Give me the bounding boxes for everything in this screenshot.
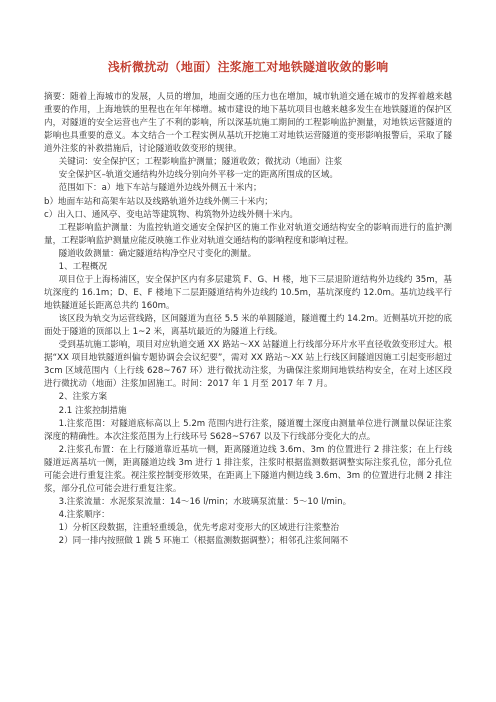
definition-monitoring: 工程影响监护测量：为监控轨道交通安全保护区的施工作业对轨道交通结构安全的影响而进行的监护测量，工程影响监护测量应能反映施工作业对轨道交通结构的影响程度和影响过程。 — [44, 222, 452, 246]
section-heading-plan: 2、注浆方案 — [58, 392, 108, 403]
scope-intro: 范围如下：a）地下车站与隧道外边线外侧五十米内； — [58, 183, 262, 194]
scope-item-c: c）出入口、通风亭、变电站等建筑物、构筑物外边线外侧十米内。 — [44, 209, 298, 220]
grouting-holes: 2.注浆孔布置：在上行隧道靠近基坑一侧，距离隧道边线 3.6m、3m 的位置进行 2 排注浆；在上行线隧道远离基坑一侧，距离隧道边线 3m 进行 1 排注浆，注浆时根据监测数据调整实际注浆孔位，部分孔位可能会进行重复注浆。视注浆控制变形效果，在距离上下隧道内侧边线 3.6m、3m 的位置进行北侧 2 排注浆，部分孔位可能会进行重复注浆。 — [44, 444, 452, 494]
section-heading-overview: 1、工程概况 — [58, 261, 108, 272]
definition-safety-zone: 安全保护区–轨道交通结构外边线分别向外平移一定的距离所围成的区域。 — [58, 170, 338, 181]
grouting-order-item-2: 2）同一排内按照做 1 跳 5 环施工（根据监测数据调整）；相邻孔注浆间隔不 — [58, 536, 349, 547]
grouting-range: 1.注浆范围：对隧道底标高以上 5.2m 范围内进行注浆，隧道覆土深度由测量单位进行测量以保证注浆深度的精确性。本次注浆范围为上行线环号 S628~S767 以及下行线部分变化大的点。 — [44, 418, 452, 442]
grouting-order: 4.注浆顺序： — [58, 510, 110, 520]
subsection-heading-control: 2.1 注浆控制措施 — [58, 405, 127, 416]
scope-item-b: b）地面车站和高架车站以及线路轨道外边线外侧三十米内； — [44, 196, 273, 207]
overview-paragraph-2: 该区段为轨交为运营线路，区间隧道为直径 5.5 米的单圆隧道，隧道覆土约 14.2m。近侧基坑开挖的底面处于隧道的顶部以上 1~2 米，离基坑最近的为隧道上行线。 — [44, 314, 452, 338]
grouting-order-item-1: 1）分析区段数据，注重轻重缓急，优先考虑对变形大的区域进行注浆整治 — [58, 523, 340, 534]
grouting-flow: 3.注浆流量：水泥浆泵流量：14～16 l/min；水玻璃泵流量：5～10 l/min。 — [58, 496, 352, 507]
document-title: 浅析微扰动（地面）注浆施工对地铁隧道收敛的影响 — [107, 60, 389, 74]
document-body — [44, 91, 452, 548]
overview-paragraph-3: 受到基坑施工影响，项目对应轨道交通 XX 路站～XX 站隧道上行线部分环片水平直径收敛变形过大。根据“XX 项目地铁隧道纠偏专题协调会会议纪要”，需对 XX 路站～XX 站上行线区间隧道因施工引起变形超过 3cm 区域范围内（上行线 628~767 环）进行微扰动注浆，为确保注浆期间地铁结构安全，在对上述区段进行微扰动（地面）注浆加固施工。时间：2017 年 1 月至 2017 年 7 月。 — [44, 340, 452, 390]
abstract-paragraph: 摘要：随着上海城市的发展，人员的增加，地面交通的压力也在增加，城市轨道交通在城市的发挥着越来越重要的作用，上海地铁的里程也在年年梯增。城市建设的地下基坑项目也越来越多发生在地铁隧道的保护区内，对隧道的安全运营也产生了不利的影响，所以深基坑施工期间的工程影响监护测量，对地铁运营隧道的影响也具重要的意义。本文结合一个工程实例从基坑开挖施工对地铁运营隧道的变形影响报警后，采取了隧道外注浆的补救措施后，讨论隧道收敛变形的规律。 — [44, 92, 452, 155]
definition-convergence: 隧道收敛测量：确定隧道结构净空尺寸变化的测量。 — [58, 248, 257, 259]
overview-paragraph-1: 项目位于上海杨浦区，安全保护区内有多层建筑 F、G、H 楼，地下三层退阶道结构外边线约 35m，基坑深度约 16.1m；D、E、F 楼地下二层距隧道结构外边线约 10.5m，基坑深度约 12.0m。基坑边线平行地铁隧道延长距离总共约 160m。 — [44, 274, 452, 311]
keywords-line: 关键词：安全保护区；工程影响监护测量；隧道收敛；微扰动（地面）注浆 — [58, 157, 343, 168]
